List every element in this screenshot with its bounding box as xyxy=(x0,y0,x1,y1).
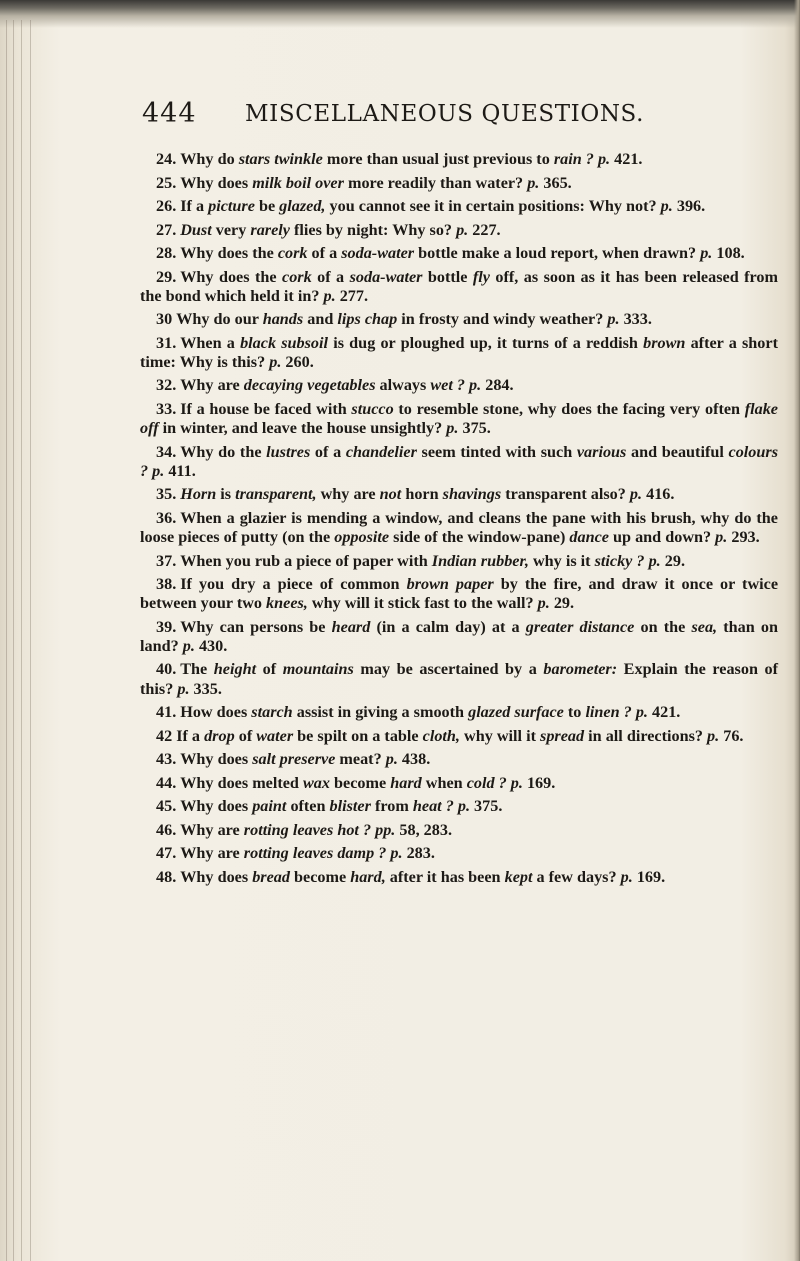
question-text: of a xyxy=(310,442,346,461)
question-item xyxy=(140,334,778,372)
question-text: 284. xyxy=(481,376,514,395)
question-emphasis: p. xyxy=(707,726,720,745)
question-text: why will it stick fast to the wall? xyxy=(307,594,538,613)
question-text: 76. xyxy=(719,726,744,745)
question-text: Why does xyxy=(180,173,253,192)
question-item xyxy=(140,703,778,722)
question-emphasis: hard, xyxy=(350,867,386,886)
question-emphasis: starch xyxy=(251,703,293,722)
question-emphasis: brown xyxy=(643,333,686,352)
question-text: 58, 283. xyxy=(395,820,452,839)
question-number: 40. xyxy=(156,660,177,679)
question-number: 27. xyxy=(156,220,177,239)
question-emphasis: greater distance xyxy=(525,617,635,636)
question-emphasis: p. xyxy=(527,173,540,192)
question-text: When you rub a piece of paper with xyxy=(180,551,432,570)
question-number: 29. xyxy=(156,267,177,286)
question-text: be xyxy=(254,197,280,215)
question-text: Explain the reason of this? xyxy=(140,660,778,698)
question-item xyxy=(140,844,778,863)
question-text: 365. xyxy=(539,173,572,192)
question-emphasis: sticky ? xyxy=(594,551,645,570)
question-emphasis: soda-water xyxy=(349,267,423,286)
question-text: Why do our xyxy=(176,310,263,329)
question-emphasis: linen ? xyxy=(585,703,632,722)
question-emphasis: cork xyxy=(277,244,308,262)
question-text: transparent also? xyxy=(501,485,630,504)
question-text: a few days? xyxy=(532,867,621,886)
question-emphasis: hands xyxy=(262,310,304,329)
question-item xyxy=(140,750,778,769)
question-item xyxy=(140,868,778,887)
question-item xyxy=(140,660,778,698)
question-item xyxy=(140,268,778,306)
question-text: of a xyxy=(311,267,350,286)
question-text: 227. xyxy=(468,220,501,239)
question-item xyxy=(140,221,778,240)
question-emphasis: stars twinkle xyxy=(238,150,323,168)
question-text: bottle make a loud report, when drawn? xyxy=(414,244,701,262)
page-number: 444 xyxy=(142,98,197,129)
question-item xyxy=(140,174,778,193)
question-text: horn xyxy=(401,485,443,504)
question-text: be spilt on a table xyxy=(293,726,423,745)
question-text: 421. xyxy=(647,703,681,722)
question-item xyxy=(140,310,778,329)
question-text: 333. xyxy=(619,310,652,329)
question-emphasis: blister xyxy=(329,797,371,816)
question-emphasis: chandelier xyxy=(345,442,417,461)
question-item xyxy=(140,821,778,840)
question-emphasis: p. xyxy=(390,844,403,863)
question-text: to xyxy=(563,703,586,722)
question-emphasis: cold ? xyxy=(466,773,507,792)
question-emphasis: p. xyxy=(446,419,459,438)
question-emphasis: paint xyxy=(252,797,287,816)
question-text: of a xyxy=(307,244,342,262)
question-emphasis: opposite xyxy=(334,528,390,547)
question-number: 48. xyxy=(156,867,177,886)
question-text: by the fire, and draw it once or twice between your two xyxy=(140,575,779,613)
question-text: 169. xyxy=(522,773,556,792)
question-text: assist in giving a smooth xyxy=(292,703,469,722)
question-text: 375. xyxy=(458,419,491,438)
question-emphasis: fly xyxy=(472,267,490,286)
question-emphasis: not xyxy=(379,485,402,504)
question-text: more than usual just previous to xyxy=(322,150,554,168)
question-emphasis: rotting leaves damp ? xyxy=(243,844,387,863)
question-emphasis: p. xyxy=(660,197,673,215)
question-text: Why can persons be xyxy=(180,617,332,636)
question-number: 33. xyxy=(156,399,177,418)
question-emphasis: milk boil over xyxy=(252,173,344,192)
question-emphasis: cloth, xyxy=(422,726,460,745)
question-emphasis: p. xyxy=(177,679,190,698)
question-text: in frosty and windy weather? xyxy=(397,310,608,329)
question-text: may be ascertained by a xyxy=(353,660,544,679)
question-emphasis: salt preserve xyxy=(252,750,336,769)
questions-list xyxy=(140,150,778,891)
question-text: (in a calm day) at a xyxy=(370,617,526,636)
question-emphasis: knees, xyxy=(266,594,308,613)
page-edge xyxy=(794,0,800,1261)
question-text: Why does the xyxy=(180,244,278,262)
question-number: 45. xyxy=(156,797,177,816)
question-text: why is it xyxy=(528,551,595,570)
question-item xyxy=(140,797,778,816)
question-text: is dug or ploughed up, it turns of a reddish xyxy=(328,333,644,352)
question-emphasis: barometer: xyxy=(543,660,618,679)
question-emphasis: p. xyxy=(648,551,661,570)
question-item xyxy=(140,774,778,793)
question-text: always xyxy=(375,376,431,395)
question-emphasis: p. xyxy=(597,150,611,168)
question-emphasis: p. xyxy=(269,352,282,371)
question-text: If a xyxy=(180,197,209,215)
question-emphasis: pp. xyxy=(375,820,396,839)
question-text: 335. xyxy=(189,679,222,698)
question-emphasis: cork xyxy=(282,267,312,286)
question-text: seem tinted with such xyxy=(416,442,577,461)
question-number: 42 xyxy=(156,726,173,745)
question-text: is xyxy=(216,485,236,504)
question-number: 26. xyxy=(156,197,177,215)
question-text: 29. xyxy=(549,594,575,613)
question-emphasis: spread xyxy=(540,726,585,745)
question-text: become xyxy=(329,773,391,792)
question-text: 430. xyxy=(194,636,228,655)
question-emphasis: picture xyxy=(208,197,255,215)
question-emphasis: shavings xyxy=(442,485,502,504)
question-emphasis: Horn xyxy=(180,485,217,504)
question-text: Why does the xyxy=(180,267,283,286)
question-number: 31. xyxy=(156,333,177,352)
question-emphasis: p. xyxy=(620,867,633,886)
question-number: 28. xyxy=(156,244,177,262)
question-emphasis: hard xyxy=(390,773,422,792)
question-number: 43. xyxy=(156,750,177,769)
question-text: become xyxy=(289,867,351,886)
question-emphasis: heat ? xyxy=(412,797,454,816)
question-text: in all directions? xyxy=(584,726,708,745)
question-text: of xyxy=(256,660,283,679)
question-text: on the xyxy=(634,617,692,636)
question-text: 260. xyxy=(281,352,314,371)
question-text: Why does xyxy=(180,867,253,886)
question-number: 38. xyxy=(156,575,177,594)
question-emphasis: p. xyxy=(152,461,165,480)
question-text: to resemble stone, why does the facing very often xyxy=(393,399,745,418)
question-emphasis: lips chap xyxy=(337,310,398,329)
question-number: 46. xyxy=(156,820,177,839)
question-text: 29. xyxy=(660,551,685,570)
question-emphasis: bread xyxy=(252,867,290,886)
question-emphasis: p. xyxy=(182,636,195,655)
question-emphasis: black subsoil xyxy=(240,333,329,352)
question-emphasis: stucco xyxy=(351,399,394,418)
question-text: Why are xyxy=(180,376,244,395)
question-text: of xyxy=(234,726,257,745)
question-item xyxy=(140,400,778,438)
question-text: Why does melted xyxy=(180,773,303,792)
question-text: The xyxy=(180,660,214,679)
question-emphasis: various xyxy=(576,442,627,461)
question-number: 34. xyxy=(156,442,177,461)
question-number: 39. xyxy=(156,617,177,636)
question-text: If a house be faced with xyxy=(180,399,352,418)
question-text: If you dry a piece of common xyxy=(180,575,407,594)
question-item xyxy=(140,509,778,547)
question-emphasis: Indian rubber, xyxy=(431,551,529,570)
question-number: 32. xyxy=(156,376,177,395)
question-number: 24. xyxy=(156,150,177,168)
question-emphasis: p. xyxy=(715,528,728,547)
question-text: Why are xyxy=(180,844,244,863)
question-emphasis: p. xyxy=(629,485,643,504)
question-text: Why does xyxy=(180,750,253,769)
question-text: more readily than water? xyxy=(343,173,528,192)
question-emphasis: water xyxy=(256,726,294,745)
question-text: 277. xyxy=(335,286,369,305)
question-item xyxy=(140,244,778,263)
question-text: Why do the xyxy=(180,442,267,461)
question-text: meat? xyxy=(335,750,386,769)
question-emphasis: drop xyxy=(204,726,235,745)
question-text: 411. xyxy=(164,461,196,480)
question-emphasis: rotting leaves hot ? xyxy=(243,820,372,839)
question-emphasis: wet ? xyxy=(430,376,465,395)
question-emphasis: rain ? xyxy=(553,150,594,168)
binding-gutter xyxy=(0,0,40,1261)
question-emphasis: wax xyxy=(302,773,330,792)
question-emphasis: decaying vegetables xyxy=(243,376,376,395)
question-item xyxy=(140,575,778,613)
question-emphasis: mountains xyxy=(282,660,354,679)
question-number: 36. xyxy=(156,508,177,527)
question-item xyxy=(140,376,778,395)
question-text: 416. xyxy=(642,485,675,504)
question-emphasis: flake off xyxy=(140,399,778,438)
question-text: When a xyxy=(180,333,241,352)
question-text: than on land? xyxy=(140,617,778,655)
question-emphasis: Dust xyxy=(180,220,212,239)
question-text: up and down? xyxy=(608,528,716,547)
question-emphasis: soda-water xyxy=(341,244,415,262)
question-emphasis: height xyxy=(213,660,257,679)
question-text: often xyxy=(286,797,330,816)
question-emphasis: p. xyxy=(607,310,620,329)
question-text: Why does xyxy=(180,797,253,816)
running-title: MISCELLANEOUS QUESTIONS. xyxy=(245,101,644,127)
question-emphasis: p. xyxy=(457,797,470,816)
question-text: very xyxy=(211,220,251,239)
question-text: after a short time: Why is this? xyxy=(140,333,778,371)
question-item xyxy=(140,727,778,746)
question-item xyxy=(140,485,778,504)
question-emphasis: glazed surface xyxy=(468,703,564,722)
question-text: in winter, and leave the house unsightly? xyxy=(158,419,447,438)
question-item xyxy=(140,150,778,169)
question-emphasis: lustres xyxy=(266,442,311,461)
question-emphasis: p. xyxy=(635,703,648,722)
question-text: 293. xyxy=(727,528,760,547)
question-emphasis: brown paper xyxy=(406,575,494,594)
question-item xyxy=(140,552,778,571)
question-text: off, as soon as it has been released from the bond which held it in? xyxy=(140,267,779,305)
question-number: 25. xyxy=(156,173,177,192)
question-text: bottle xyxy=(422,267,473,286)
question-emphasis: p. xyxy=(510,773,523,792)
question-emphasis: rarely xyxy=(250,220,290,239)
page-top-shadow xyxy=(0,0,800,28)
question-emphasis: p. xyxy=(700,244,713,262)
question-text: why will it xyxy=(459,726,541,745)
question-emphasis: p. xyxy=(537,594,550,613)
question-text: you cannot see it in certain positions: Why not? xyxy=(325,197,661,215)
question-number: 47. xyxy=(156,844,177,863)
question-text: 283. xyxy=(402,844,435,863)
question-number: 41. xyxy=(156,703,177,722)
question-number: 30 xyxy=(156,310,173,329)
question-text: Why do xyxy=(180,150,239,168)
question-text: 438. xyxy=(397,750,431,769)
question-number: 44. xyxy=(156,773,177,792)
question-emphasis: heard xyxy=(331,617,371,636)
question-text: why are xyxy=(316,485,380,504)
question-emphasis: transparent, xyxy=(235,485,317,504)
question-emphasis: sea, xyxy=(691,617,718,636)
question-emphasis: kept xyxy=(504,867,533,886)
question-text: after it has been xyxy=(385,867,505,886)
question-text: 421. xyxy=(610,150,643,168)
question-number: 37. xyxy=(156,551,177,570)
question-text: Why are xyxy=(180,820,244,839)
question-emphasis: p. xyxy=(385,750,398,769)
question-text: 375. xyxy=(470,797,503,816)
question-text: When a glazier is mending a window, and cleans the pane with his brush, why do the loose pieces of putty (on the xyxy=(140,508,778,547)
question-emphasis: glazed, xyxy=(279,197,326,215)
question-emphasis: p. xyxy=(323,286,336,305)
question-text: How does xyxy=(180,703,252,722)
question-emphasis: p. xyxy=(469,376,482,395)
question-item xyxy=(140,618,778,656)
question-item xyxy=(140,197,778,216)
question-text: 108. xyxy=(712,244,745,262)
question-number: 35. xyxy=(156,485,177,504)
question-emphasis: dance xyxy=(569,528,609,547)
question-text: 396. xyxy=(672,197,706,215)
question-text: side of the window-pane) xyxy=(389,528,570,547)
running-header xyxy=(142,98,782,138)
question-text: when xyxy=(421,773,467,792)
question-text: from xyxy=(370,797,413,816)
question-text: 169. xyxy=(632,867,666,886)
question-item xyxy=(140,443,778,481)
question-text: and beautiful xyxy=(626,442,729,461)
question-text: and xyxy=(303,310,338,329)
question-emphasis: p. xyxy=(456,220,469,239)
question-emphasis: colours ? xyxy=(140,442,778,480)
question-text: If a xyxy=(176,726,205,745)
question-text: flies by night: Why so? xyxy=(289,220,457,239)
